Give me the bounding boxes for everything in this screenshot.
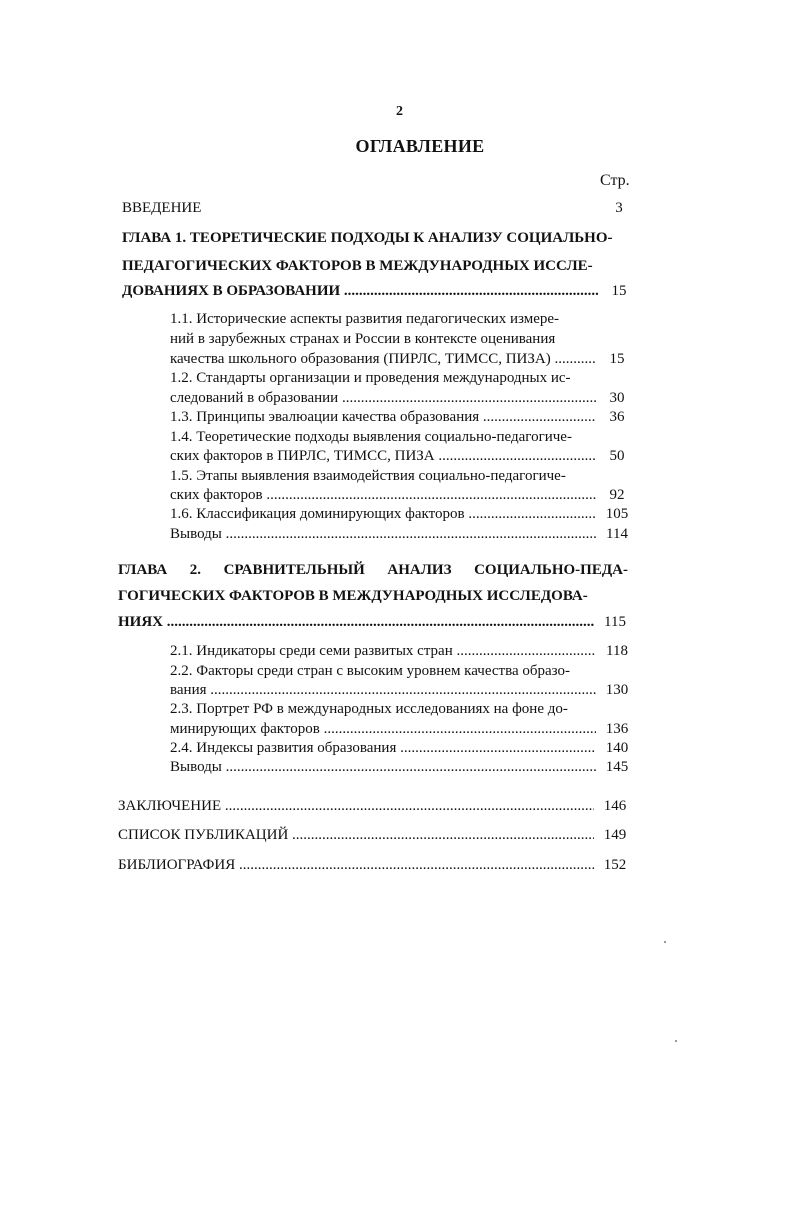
toc-item-1-4-line1: 1.4. Теоретические подходы выявления социально-педагогиче- bbox=[170, 429, 572, 445]
toc-entry-page: 15 bbox=[609, 351, 625, 367]
toc-entry-page: 140 bbox=[605, 740, 629, 756]
toc-entry-page: 130 bbox=[605, 682, 629, 698]
toc-item-2-2-line1: 2.2. Факторы среди стран с высоким уровнем качества образо- bbox=[170, 663, 571, 679]
scan-speck bbox=[664, 941, 666, 943]
toc-item-1-2-line2: следований в образовании ..... 30 bbox=[170, 388, 630, 408]
toc-item-2-3-line2: минирующих факторов ..... 136 bbox=[170, 719, 630, 739]
toc-item-2-3-line1: 2.3. Портрет РФ в международных исследованиях на фоне до- bbox=[170, 701, 568, 717]
toc-entry-page: 30 bbox=[609, 390, 625, 406]
toc-item-ch1-conclusions: Выводы ..... 114 bbox=[170, 524, 630, 544]
chapter1-heading-line3: ДОВАНИЯХ В ОБРАЗОВАНИИ ..... 15 bbox=[122, 281, 632, 301]
toc-entry-page: 145 bbox=[605, 759, 629, 775]
toc-item-2-1: 2.1. Индикаторы среди семи развитых стран ..... 118 bbox=[170, 641, 630, 661]
toc-item-1-1-line3: качества школьного образования (ПИРЛС, ТИМСС, ПИЗА) ..... 15 bbox=[170, 349, 630, 369]
toc-item-1-3: 1.3. Принципы эвалюации качества образования ..... 36 bbox=[170, 407, 630, 427]
toc-item-ch2-conclusions: Выводы ..... 145 bbox=[170, 757, 630, 777]
toc-entry-text: ВВЕДЕНИЕ bbox=[122, 200, 202, 216]
toc-entry-page: 50 bbox=[609, 448, 625, 464]
toc-item-1-5-line2: ских факторов ..... 92 bbox=[170, 485, 630, 505]
toc-item-1-6: 1.6. Классификация доминирующих факторов ..... 105 bbox=[170, 504, 630, 524]
toc-entry-page: 152 bbox=[603, 857, 627, 873]
toc-item-1-4-line2: ских факторов в ПИРЛС, ТИМСС, ПИЗА ..... 50 bbox=[170, 446, 630, 466]
toc-item-1-1-line1: 1.1. Исторические аспекты развития педагогических измере- bbox=[170, 311, 560, 327]
toc-entry-bibliography: БИБЛИОГРАФИЯ ..... 152 bbox=[118, 855, 628, 875]
page-column-label: Стр. bbox=[600, 172, 630, 189]
toc-entry-page: 149 bbox=[603, 827, 627, 843]
toc-entry-page: 92 bbox=[609, 487, 625, 503]
toc-entry-publications: СПИСОК ПУБЛИКАЦИЙ ..... 149 bbox=[118, 825, 628, 845]
toc-entry-page: 105 bbox=[605, 506, 629, 522]
toc-item-1-1-line2: ний в зарубежных странах и России в контексте оценивания bbox=[170, 331, 556, 347]
toc-entry-page: 36 bbox=[609, 409, 625, 425]
toc-entry-page: 115 bbox=[604, 614, 626, 630]
toc-entry-page: 146 bbox=[603, 798, 627, 814]
scan-speck bbox=[675, 1040, 677, 1042]
toc-entry-page: 3 bbox=[615, 200, 623, 216]
toc-entry-page: 15 bbox=[611, 283, 627, 299]
chapter1-heading-line2: ПЕДАГОГИЧЕСКИХ ФАКТОРОВ В МЕЖДУНАРОДНЫХ ИССЛЕ- bbox=[122, 258, 593, 274]
toc-entry-page: 118 bbox=[606, 643, 628, 659]
chapter2-heading-line2: ГОГИЧЕСКИХ ФАКТОРОВ В МЕЖДУНАРОДНЫХ ИССЛЕДОВА- bbox=[118, 588, 588, 604]
toc-item-2-4: 2.4. Индексы развития образования ..... 140 bbox=[170, 738, 630, 758]
toc-entry-page: 114 bbox=[606, 526, 628, 542]
toc-item-1-2-line1: 1.2. Стандарты организации и проведения международных ис- bbox=[170, 370, 571, 386]
page-title: ОГЛАВЛЕНИЕ bbox=[355, 136, 485, 156]
toc-entry-intro bbox=[122, 198, 632, 218]
toc-item-1-5-line1: 1.5. Этапы выявления взаимодействия социально-педагогиче- bbox=[170, 468, 566, 484]
chapter2-heading-line1: ГЛАВА 2. СРАВНИТЕЛЬНЫЙ АНАЛИЗ СОЦИАЛЬНО-ПЕДА- bbox=[118, 562, 628, 578]
toc-item-2-2-line2: вания ..... 130 bbox=[170, 680, 630, 700]
toc-entry-conclusion: ЗАКЛЮЧЕНИЕ ..... 146 bbox=[118, 796, 628, 816]
chapter2-heading-line3: НИЯХ ..... 115 bbox=[118, 612, 628, 632]
toc-entry-page: 136 bbox=[605, 721, 629, 737]
page-number: 2 bbox=[396, 104, 403, 119]
chapter1-heading-line1: ГЛАВА 1. ТЕОРЕТИЧЕСКИЕ ПОДХОДЫ К АНАЛИЗУ СОЦИАЛЬНО- bbox=[122, 230, 613, 246]
